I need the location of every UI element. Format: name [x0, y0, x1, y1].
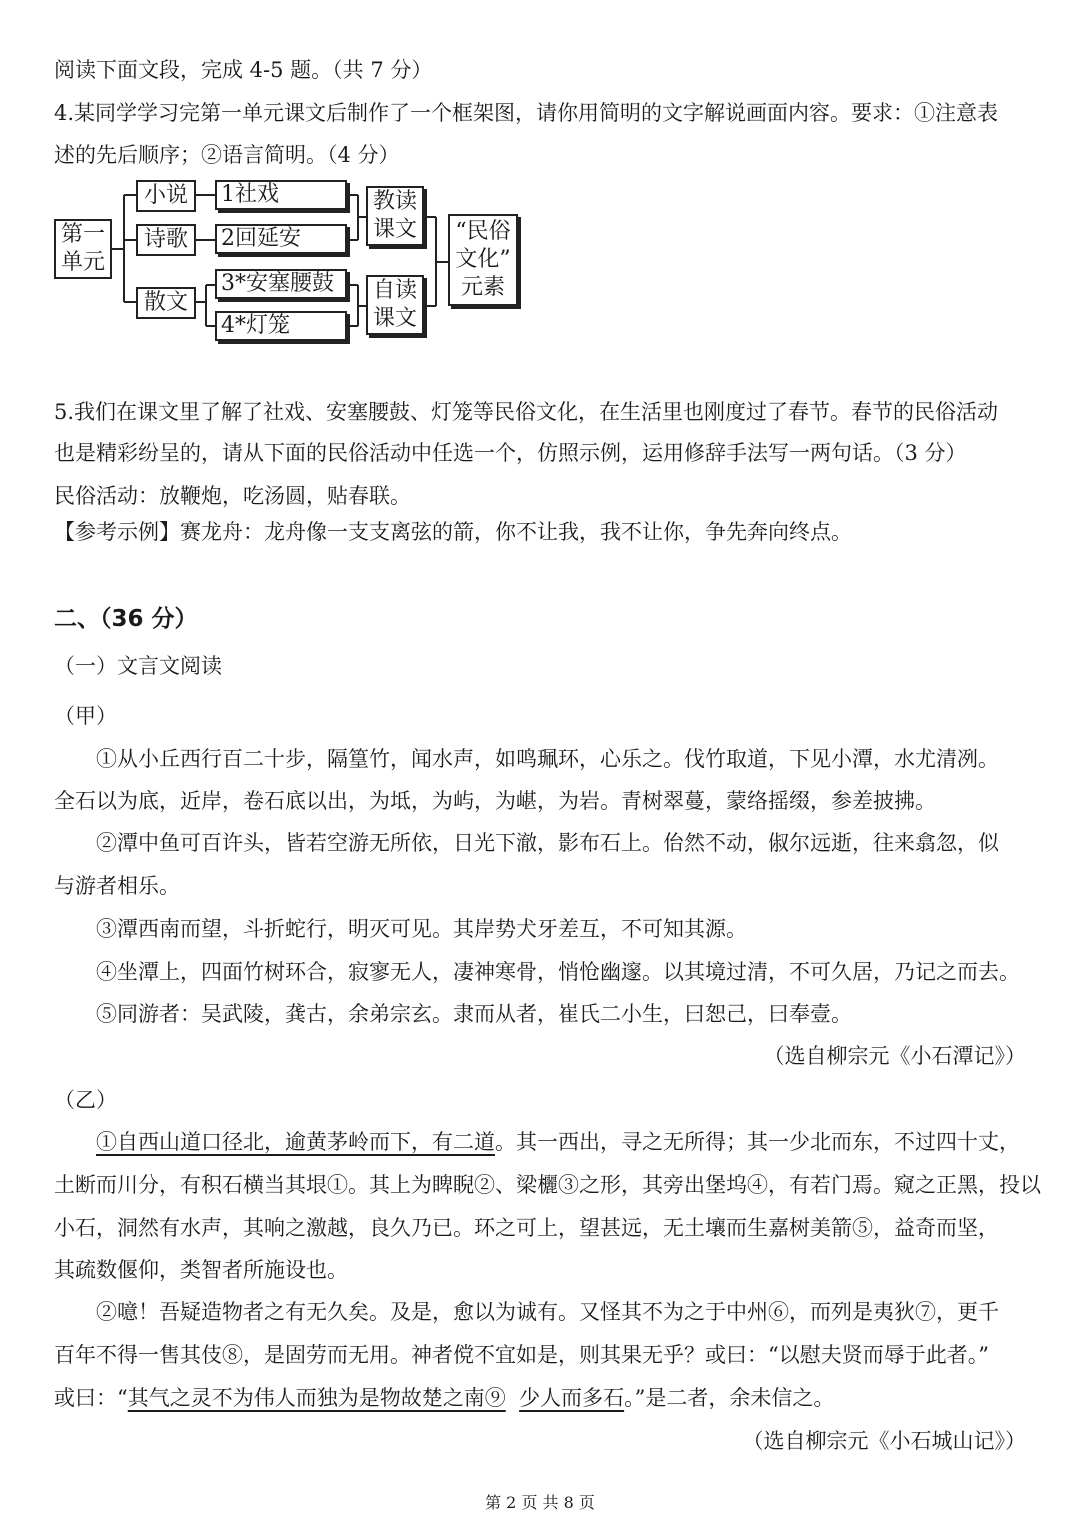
passage-yi-label: （乙）	[54, 1088, 117, 1112]
text-segment: 。其一西出，寻之无所得；其一少北而东，不过四十丈，	[495, 1130, 1020, 1154]
yi-paragraph-2c	[54, 1383, 834, 1413]
question-5-line1: 5.我们在课文里了解了社戏、安塞腰鼓、灯笼等民俗文化，在生活里也刚度过了春节。春节的民俗活动	[54, 400, 999, 424]
text-label: 3*安塞腰鼓	[221, 271, 334, 296]
jia-paragraph-1a: ①从小丘西行百二十步，隔篁竹，闻水声，如鸣珮环，心乐之。伐竹取道，下见小潭，水尤清冽。	[96, 747, 999, 771]
genre-poetry-box	[136, 224, 196, 256]
text-1-box	[215, 180, 347, 210]
underlined-sentence: ①自西山道口径北，逾黄茅岭而下，有二道	[96, 1130, 495, 1154]
framework-diagram	[0, 0, 1080, 360]
root-label-2: 单元	[60, 250, 105, 275]
genre-prose-box	[136, 287, 196, 319]
yi-paragraph-1c: 小石，洞然有水声，其响之激越，良久乃已。环之可上，望甚远，无土壤而生嘉树美箭⑤，益奇而坚，	[54, 1216, 999, 1240]
type-label-2: 课文	[372, 306, 417, 331]
type-label-1: 教读	[372, 189, 417, 214]
jia-source: （选自柳宗元《小石潭记》）	[763, 1044, 1026, 1068]
jia-paragraph-5: ⑤同游者：吴武陵，龚古，余弟宗玄。隶而从者，崔氏二小生，曰恕己，曰奉壹。	[96, 1002, 852, 1026]
result-label-1: “民俗	[455, 219, 511, 244]
genre-label: 散文	[143, 290, 188, 315]
text-3-box	[215, 269, 347, 299]
jia-paragraph-4: ④坐潭上，四面竹树环合，寂寥无人，凄神寒骨，悄怆幽邃。以其境过清，不可久居，乃记之而去。	[96, 960, 1020, 984]
genre-label: 小说	[143, 183, 188, 208]
question-4-line1: 4.某同学学习完第一单元课文后制作了一个框架图，请你用简明的文字解说画面内容。要求：①注意表	[54, 101, 999, 125]
underlined-sentence: 少人而多石	[519, 1386, 625, 1410]
type-label-1: 自读	[372, 278, 417, 303]
yi-source: （选自柳宗元《小石城山记》）	[742, 1429, 1026, 1453]
jia-paragraph-3: ③潭西南而望，斗折蛇行，明灭可见。其岸势犬牙差互，不可知其源。	[96, 917, 747, 941]
intensive-reading-box	[366, 186, 424, 246]
text-label: 2回延安	[221, 226, 301, 251]
text-label: 1社戏	[221, 182, 279, 207]
jia-paragraph-2b: 与游者相乐。	[54, 874, 180, 898]
yi-paragraph-1b: 土断而川分，有积石横当其垠①。其上为睥睨②、梁欐③之形，其旁出堡坞④，有若门焉。窥之正黑，投以	[54, 1173, 1041, 1197]
genre-label: 诗歌	[143, 227, 188, 252]
subsection-classical-reading: （一）文言文阅读	[54, 654, 222, 678]
result-label-2: 文化”	[455, 247, 511, 272]
type-label-2: 课文	[372, 217, 417, 242]
jia-paragraph-1b: 全石以为底，近岸，卷石底以出，为坻，为屿，为嵁，为岩。青树翠蔓，蒙络摇缀，参差披拂。	[54, 789, 936, 813]
yi-paragraph-2b: 百年不得一售其伎⑧，是固劳而无用。神者傥不宜如是，则其果无乎？或曰：“以慰夫贤而辱于此者。”	[54, 1343, 989, 1367]
yi-paragraph-1a	[96, 1127, 1020, 1157]
page-number: 第 2 页 共 8 页	[485, 1493, 595, 1512]
text-4-box	[215, 311, 347, 341]
question-5-example: 【参考示例】赛龙舟：龙舟像一支支离弦的箭，你不让我，我不让你，争先奔向终点。	[54, 520, 852, 544]
root-box	[54, 219, 112, 279]
yi-paragraph-1d: 其疏数偃仰，类智者所施设也。	[54, 1258, 348, 1282]
passage-jia-label: （甲）	[54, 704, 117, 728]
intro-line: 阅读下面文段，完成 4-5 题。（共 7 分）	[54, 58, 433, 82]
question-5-line2: 也是精彩纷呈的，请从下面的民俗活动中任选一个，仿照示例，运用修辞手法写一两句话。（3 分）	[54, 441, 967, 465]
text-segment: 或曰：“	[54, 1386, 128, 1410]
yi-paragraph-2a: ②噫！吾疑造物者之有无久矣。及是，愈以为诚有。又怪其不为之于中州⑥，而列是夷狄⑦，更千	[96, 1300, 999, 1324]
underlined-sentence: 其气之灵不为伟人而独为是物故楚之南⑨	[127, 1386, 506, 1410]
self-reading-box	[366, 275, 424, 335]
section-2-title: 二、（36 分）	[54, 606, 198, 632]
jia-paragraph-2a: ②潭中鱼可百许头，皆若空游无所依，日光下澈，影布石上。佁然不动，俶尔远逝，往来翕忽，似	[96, 831, 999, 855]
text-2-box	[215, 224, 347, 254]
question-5-line3: 民俗活动：放鞭炮，吃汤圆，贴春联。	[54, 484, 411, 508]
folk-culture-box	[448, 214, 518, 306]
result-label-3: 元素	[460, 275, 505, 300]
root-label-1: 第一	[60, 222, 105, 247]
text-label: 4*灯笼	[221, 313, 290, 338]
diagram-connectors	[0, 0, 1080, 360]
text-segment: 。”是二者，余未信之。	[624, 1386, 835, 1410]
question-4-line2: 述的先后顺序；②语言简明。（4 分）	[54, 143, 400, 167]
genre-novel-box	[136, 180, 196, 212]
